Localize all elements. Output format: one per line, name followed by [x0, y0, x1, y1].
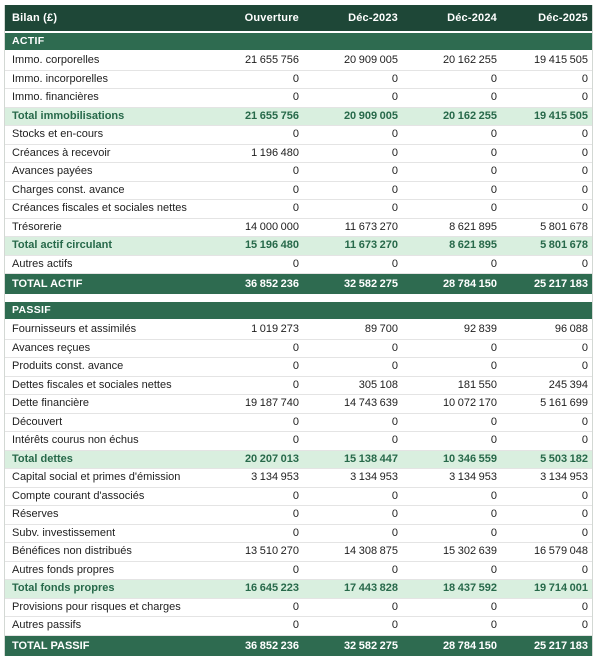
row-value: 0 [204, 506, 303, 525]
row-value: 15 302 639 [402, 543, 501, 562]
data-row [5, 321, 592, 340]
section-spacer [5, 294, 592, 302]
row-value [402, 302, 501, 321]
row-value: 0 [501, 432, 592, 451]
row-label: Immo. financières [5, 89, 204, 108]
row-value: 245 394 [501, 377, 592, 396]
data-row [5, 506, 592, 525]
row-value: 14 000 000 [204, 219, 303, 238]
row-value: 0 [303, 256, 402, 275]
data-row [5, 163, 592, 182]
row-value: 25 217 183 [501, 636, 592, 656]
row-value [501, 33, 592, 52]
row-value: 19 187 740 [204, 395, 303, 414]
row-label: Découvert [5, 414, 204, 433]
row-value: 36 852 236 [204, 636, 303, 656]
row-value: 0 [402, 163, 501, 182]
row-value: 0 [204, 525, 303, 544]
row-value: 0 [204, 256, 303, 275]
row-label: Avances reçues [5, 340, 204, 359]
row-value: 25 217 183 [501, 274, 592, 294]
total-row [5, 636, 592, 656]
row-label: Autres passifs [5, 617, 204, 636]
row-value: 0 [204, 200, 303, 219]
row-value: 19 714 001 [501, 580, 592, 599]
row-value: 21 655 756 [204, 52, 303, 71]
row-value: 21 655 756 [204, 108, 303, 127]
row-label: Autres actifs [5, 256, 204, 275]
row-value: 0 [303, 340, 402, 359]
row-value: 20 207 013 [204, 451, 303, 470]
row-label: Total fonds propres [5, 580, 204, 599]
section-row [5, 33, 592, 52]
row-value: 0 [402, 71, 501, 90]
row-label: Compte courant d'associés [5, 488, 204, 507]
row-label: Intérêts courus non échus [5, 432, 204, 451]
row-value: 0 [204, 432, 303, 451]
row-value: 0 [501, 525, 592, 544]
row-value: 0 [402, 182, 501, 201]
row-value: 11 673 270 [303, 237, 402, 256]
row-value: 20 909 005 [303, 52, 402, 71]
data-row [5, 71, 592, 90]
data-row [5, 543, 592, 562]
row-label: Fournisseurs et assimilés [5, 321, 204, 340]
row-value: 0 [501, 562, 592, 581]
table-body [5, 33, 592, 656]
row-value: 3 134 953 [204, 469, 303, 488]
row-label: Avances payées [5, 163, 204, 182]
row-value: 8 621 895 [402, 219, 501, 238]
row-value: 19 415 505 [501, 52, 592, 71]
row-value: 5 161 699 [501, 395, 592, 414]
row-label: Bénéfices non distribués [5, 543, 204, 562]
data-row [5, 414, 592, 433]
col-header-dec-2023: Déc-2023 [303, 5, 402, 33]
row-value: 305 108 [303, 377, 402, 396]
row-value: 0 [303, 71, 402, 90]
row-label: Stocks et en-cours [5, 126, 204, 145]
row-value: 0 [204, 488, 303, 507]
row-value: 89 700 [303, 321, 402, 340]
row-value: 0 [501, 414, 592, 433]
row-label: Dette financière [5, 395, 204, 414]
row-value: 0 [501, 358, 592, 377]
row-value: 0 [204, 340, 303, 359]
row-label: Produits const. avance [5, 358, 204, 377]
row-value [303, 302, 402, 321]
balance-sheet-table [5, 5, 592, 656]
data-row [5, 182, 592, 201]
data-row [5, 599, 592, 618]
row-label: Trésorerie [5, 219, 204, 238]
row-value: 0 [204, 182, 303, 201]
row-value: 20 162 255 [402, 52, 501, 71]
row-value: 0 [402, 599, 501, 618]
row-value: 1 019 273 [204, 321, 303, 340]
row-value: 0 [402, 200, 501, 219]
row-value: 0 [501, 126, 592, 145]
row-value: 0 [303, 506, 402, 525]
row-value: 0 [501, 488, 592, 507]
row-value [204, 33, 303, 52]
row-value: 32 582 275 [303, 636, 402, 656]
row-value: 0 [303, 182, 402, 201]
row-value: 0 [303, 414, 402, 433]
row-value: 3 134 953 [501, 469, 592, 488]
row-value: 0 [501, 340, 592, 359]
row-value: 13 510 270 [204, 543, 303, 562]
row-value: 20 162 255 [402, 108, 501, 127]
row-label: PASSIF [5, 302, 204, 321]
row-value: 28 784 150 [402, 274, 501, 294]
row-value: 20 909 005 [303, 108, 402, 127]
row-value: 0 [402, 488, 501, 507]
row-value: 0 [402, 432, 501, 451]
row-value: 0 [402, 358, 501, 377]
row-label: Charges const. avance [5, 182, 204, 201]
row-value: 0 [501, 71, 592, 90]
data-row [5, 395, 592, 414]
row-value: 0 [402, 617, 501, 636]
row-value: 0 [204, 414, 303, 433]
subtotal-row [5, 108, 592, 127]
row-value: 17 443 828 [303, 580, 402, 599]
row-value: 5 503 182 [501, 451, 592, 470]
row-value: 0 [303, 599, 402, 618]
data-row [5, 145, 592, 164]
data-row [5, 488, 592, 507]
row-value: 0 [204, 562, 303, 581]
row-value [303, 33, 402, 52]
row-value: 0 [303, 617, 402, 636]
data-row [5, 126, 592, 145]
row-value: 1 196 480 [204, 145, 303, 164]
row-value: 0 [303, 200, 402, 219]
row-value: 0 [204, 617, 303, 636]
row-value: 36 852 236 [204, 274, 303, 294]
row-value: 0 [204, 599, 303, 618]
row-value: 16 579 048 [501, 543, 592, 562]
data-row [5, 200, 592, 219]
row-value: 0 [303, 89, 402, 108]
row-label: ACTIF [5, 33, 204, 52]
row-value: 14 743 639 [303, 395, 402, 414]
row-value: 0 [204, 71, 303, 90]
row-value: 0 [303, 488, 402, 507]
data-row [5, 469, 592, 488]
row-value: 96 088 [501, 321, 592, 340]
row-value: 5 801 678 [501, 237, 592, 256]
row-value: 0 [204, 89, 303, 108]
row-value: 0 [501, 200, 592, 219]
row-label: Réserves [5, 506, 204, 525]
row-label: Total actif circulant [5, 237, 204, 256]
col-header-ouverture: Ouverture [204, 5, 303, 33]
row-label: Total dettes [5, 451, 204, 470]
data-row [5, 89, 592, 108]
row-value: 0 [303, 358, 402, 377]
row-value: 0 [303, 432, 402, 451]
row-value: 3 134 953 [303, 469, 402, 488]
row-value: 0 [402, 145, 501, 164]
row-value: 0 [501, 89, 592, 108]
row-value: 0 [402, 562, 501, 581]
section-row [5, 302, 592, 321]
row-label: Autres fonds propres [5, 562, 204, 581]
balance-sheet-container [4, 5, 593, 656]
row-value: 15 196 480 [204, 237, 303, 256]
row-value: 0 [501, 145, 592, 164]
row-value: 0 [303, 145, 402, 164]
subtotal-row [5, 580, 592, 599]
total-row [5, 274, 592, 294]
data-row [5, 562, 592, 581]
row-value: 181 550 [402, 377, 501, 396]
row-value [204, 302, 303, 321]
row-value: 0 [402, 126, 501, 145]
row-label: Immo. corporelles [5, 52, 204, 71]
row-value: 0 [303, 163, 402, 182]
row-value: 16 645 223 [204, 580, 303, 599]
row-value: 0 [402, 525, 501, 544]
row-value: 14 308 875 [303, 543, 402, 562]
data-row [5, 219, 592, 238]
row-value: 0 [501, 163, 592, 182]
row-value: 92 839 [402, 321, 501, 340]
data-row [5, 617, 592, 636]
row-label: TOTAL PASSIF [5, 636, 204, 656]
row-label: Subv. investissement [5, 525, 204, 544]
row-value: 0 [501, 256, 592, 275]
row-label: Provisions pour risques et charges [5, 599, 204, 618]
row-label: Créances fiscales et sociales nettes [5, 200, 204, 219]
row-value: 0 [303, 126, 402, 145]
table-header-row [5, 5, 592, 33]
row-value: 0 [204, 126, 303, 145]
row-value: 5 801 678 [501, 219, 592, 238]
row-label: Dettes fiscales et sociales nettes [5, 377, 204, 396]
row-value: 0 [402, 256, 501, 275]
row-value: 32 582 275 [303, 274, 402, 294]
row-label: Total immobilisations [5, 108, 204, 127]
row-value: 0 [204, 358, 303, 377]
data-row [5, 432, 592, 451]
row-value: 11 673 270 [303, 219, 402, 238]
row-value: 0 [204, 377, 303, 396]
row-value: 15 138 447 [303, 451, 402, 470]
row-value [402, 33, 501, 52]
row-value: 0 [402, 506, 501, 525]
row-value: 0 [402, 414, 501, 433]
row-value: 19 415 505 [501, 108, 592, 127]
data-row [5, 525, 592, 544]
data-row [5, 358, 592, 377]
row-value: 0 [204, 163, 303, 182]
row-value: 28 784 150 [402, 636, 501, 656]
table-title: Bilan (£) [5, 5, 204, 33]
row-value: 10 346 559 [402, 451, 501, 470]
row-label: Créances à recevoir [5, 145, 204, 164]
row-value: 18 437 592 [402, 580, 501, 599]
data-row [5, 256, 592, 275]
row-value: 0 [303, 562, 402, 581]
row-value [501, 302, 592, 321]
data-row [5, 377, 592, 396]
row-value: 0 [501, 599, 592, 618]
data-row [5, 340, 592, 359]
col-header-dec-2025: Déc-2025 [501, 5, 592, 33]
col-header-dec-2024: Déc-2024 [402, 5, 501, 33]
row-value: 3 134 953 [402, 469, 501, 488]
row-label: Immo. incorporelles [5, 71, 204, 90]
row-value: 0 [402, 89, 501, 108]
row-value: 0 [501, 506, 592, 525]
row-value: 8 621 895 [402, 237, 501, 256]
data-row [5, 52, 592, 71]
subtotal-row [5, 451, 592, 470]
row-value: 0 [303, 525, 402, 544]
row-value: 0 [501, 617, 592, 636]
subtotal-row [5, 237, 592, 256]
row-value: 0 [501, 182, 592, 201]
row-value: 10 072 170 [402, 395, 501, 414]
row-label: Capital social et primes d'émission [5, 469, 204, 488]
row-label: TOTAL ACTIF [5, 274, 204, 294]
spacer-row [5, 294, 592, 302]
row-value: 0 [402, 340, 501, 359]
